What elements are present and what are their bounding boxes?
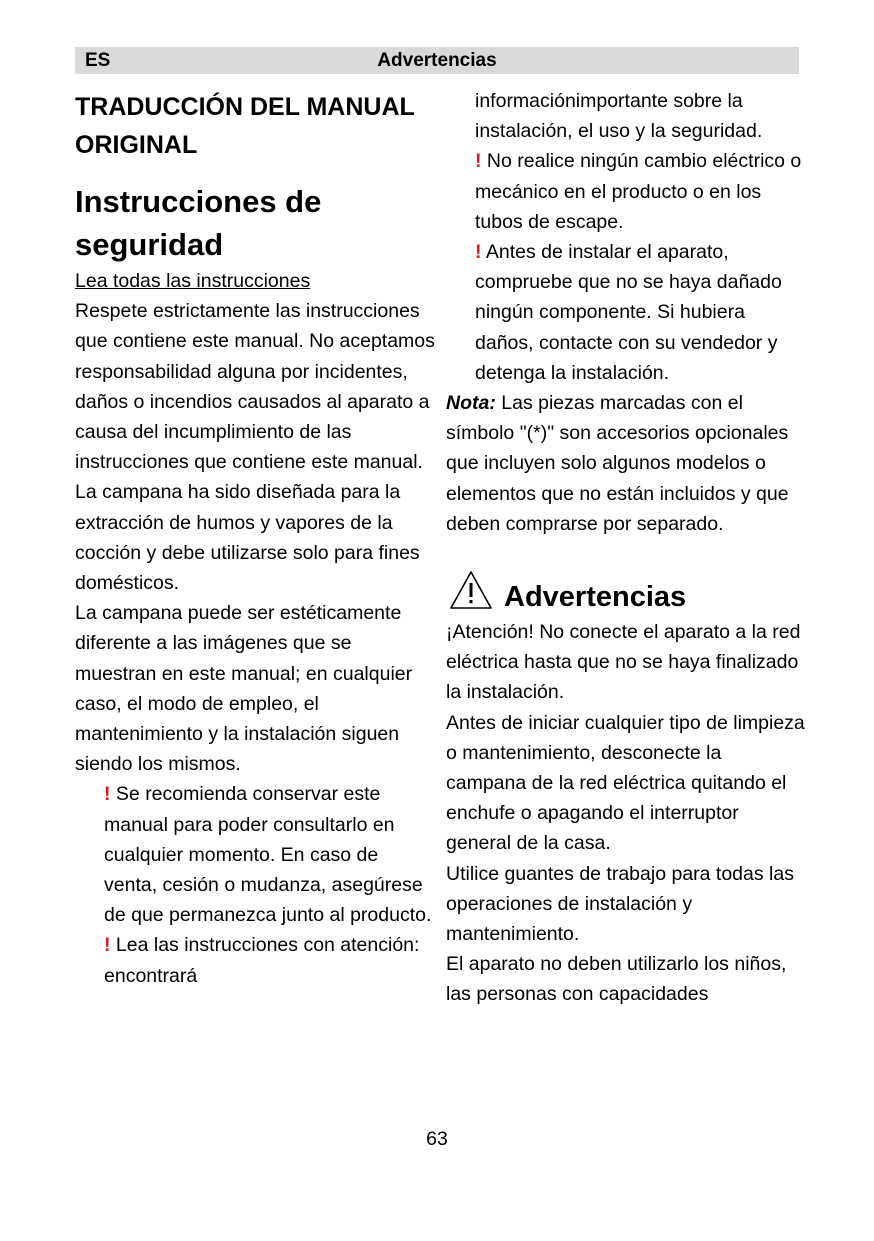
note-label: Nota:: [446, 392, 496, 415]
page-header: [75, 47, 799, 74]
exclamation-icon: !: [475, 150, 482, 173]
warning-paragraph-1: ¡Atención! No conecte el aparato a la red eléctrica hasta que no se haya finalizado la instalación.: [446, 621, 801, 704]
language-code: ES: [85, 50, 111, 71]
bullet-no-changes: [446, 146, 806, 237]
right-column: [446, 86, 806, 1010]
warning-paragraph-2: Antes de iniciar cualquier tipo de limpieza o mantenimiento, desconecte la campana de la red eléctrica quitando el enchufe o apagando el interruptor general de la casa.: [446, 711, 805, 855]
bullet-text: Antes de instalar el aparato, compruebe que no se haya dañado ningún componente. Si hubiera daños, contacte con su vendedor y detenga la instalación.: [475, 241, 782, 384]
page-number: 63: [426, 1128, 448, 1150]
left-column: [75, 88, 435, 991]
bullet-text: Se recomienda conservar este manual para poder consultarlo en cualquier momento. En caso de venta, cesión o mudanza, asegúrese de que permanezca junto al producto.: [104, 783, 432, 927]
intro-paragraph: Respete estrictamente las instrucciones que contiene este manual. No aceptamos responsabilidad alguna por incidentes, daños o incendios causados al aparato a causa del incumplimiento de las instrucciones que contiene este manual. La campana ha sido diseñada para la extracción de humos y vapores de la cocción y debe utilizarse solo para fines domésticos.: [75, 300, 435, 595]
translation-heading: TRADUCCIÓN DEL MANUAL ORIGINAL: [75, 93, 415, 159]
exclamation-icon: !: [475, 241, 482, 264]
read-all-instructions: Lea todas las instrucciones: [75, 270, 311, 292]
bullet-continuation: informaciónimportante sobre la instalación, el uso y la seguridad.: [475, 90, 763, 143]
bullet-text: No realice ningún cambio eléctrico o mecánico en el producto o en los tubos de escape.: [475, 150, 802, 233]
safety-instructions-heading: Instrucciones de seguridad: [75, 184, 322, 262]
warnings-section-heading: [446, 569, 806, 617]
appearance-paragraph: La campana puede ser estéticamente diferente a las imágenes que se muestran en este manual; en cualquier caso, el modo de empleo, el mantenimiento y la instalación siguen siendo los mismos.: [75, 602, 413, 776]
warnings-title: Advertencias: [504, 581, 687, 614]
exclamation-icon: !: [104, 934, 111, 957]
bullet-check-damage: [446, 237, 806, 388]
note-paragraph: [446, 388, 806, 539]
header-title: Advertencias: [377, 50, 497, 71]
warning-triangle-icon: [448, 569, 494, 611]
bullet-read-carefully: [75, 930, 435, 990]
exclamation-icon: !: [104, 783, 111, 806]
note-text: Las piezas marcadas con el símbolo "(*)" son accesorios opcionales que incluyen solo algunos modelos o elementos que no están incluidos y que deben comprarse por separado.: [446, 392, 789, 535]
bullet-text: Lea las instrucciones con atención: encontrará: [104, 934, 420, 987]
bullet-keep-manual: [75, 779, 435, 930]
warning-paragraph-3: Utilice guantes de trabajo para todas las operaciones de instalación y mantenimiento.: [446, 862, 794, 946]
warning-paragraph-4: El aparato no deben utilizarlo los niños, las personas con capacidades: [446, 953, 787, 1006]
